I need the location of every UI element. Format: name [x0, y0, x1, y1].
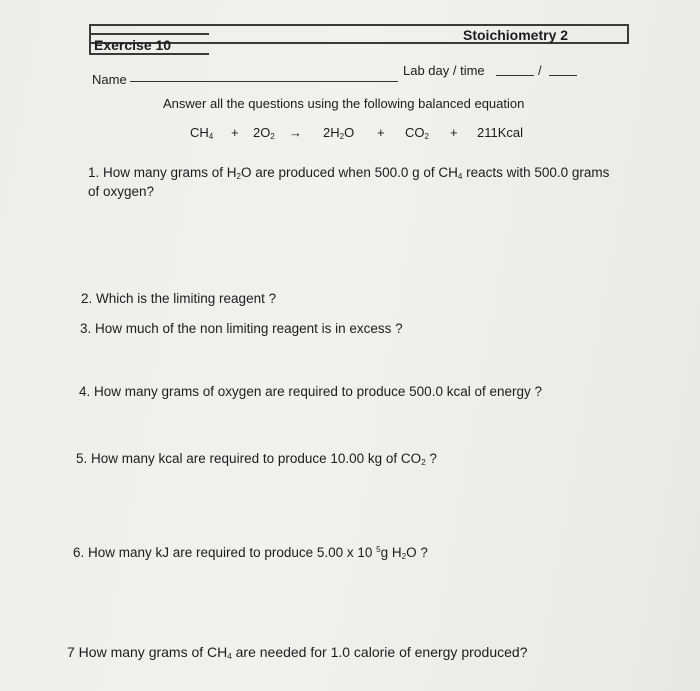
exercise-title: Exercise 10 [94, 37, 172, 53]
equation-product-co2: $CO_2$ [405, 125, 429, 141]
lab-slash: / [538, 63, 542, 78]
lab-time-line[interactable] [549, 75, 577, 76]
question-7: 7 How many grams of $CH_4$ are needed for 1.0 calorie of energy produced? [67, 644, 528, 661]
question-2: 2. Which is the limiting reagent ? [81, 291, 277, 306]
name-label: Name [92, 72, 127, 87]
instructions: Answer all the questions using the following balanced equation [163, 96, 525, 111]
question-3: 3. How much of the non limiting reagent is in excess ? [80, 321, 403, 336]
question-1: 1. How many grams of $H_2O$ are produced when 500.0 g of $CH_4$ reacts with 500.0 grams [88, 165, 610, 181]
equation-energy: 211Kcal [477, 125, 524, 140]
question-4: 4. How many grams of oxygen are required to produce 500.0 kcal of energy ? [79, 384, 543, 399]
equation-reactant-oxygen: $2O_2$ [253, 125, 275, 141]
lab-day-line[interactable] [496, 75, 534, 76]
lab-day-label: Lab day / time [403, 63, 485, 78]
equation-plus-2: + [377, 125, 385, 140]
equation-plus-1: + [231, 125, 239, 140]
equation-reactant-methane: $CH_4$ [190, 125, 214, 141]
equation-product-water: $2H_2O$ [323, 125, 355, 141]
name-line[interactable] [130, 81, 398, 82]
question-1-line-2: of oxygen? [88, 184, 155, 199]
question-5: 5. How many kcal are required to produce 10.00 kg of $CO_2$ ? [76, 451, 437, 467]
question-6: 6. How many kJ are required to produce 5.00 x 10 $^5$g $H_2O$ ? [73, 545, 428, 561]
equation-plus-3: + [450, 125, 458, 140]
equation-arrow: → [289, 125, 302, 140]
topic-title: Stoichiometry 2 [463, 27, 569, 43]
